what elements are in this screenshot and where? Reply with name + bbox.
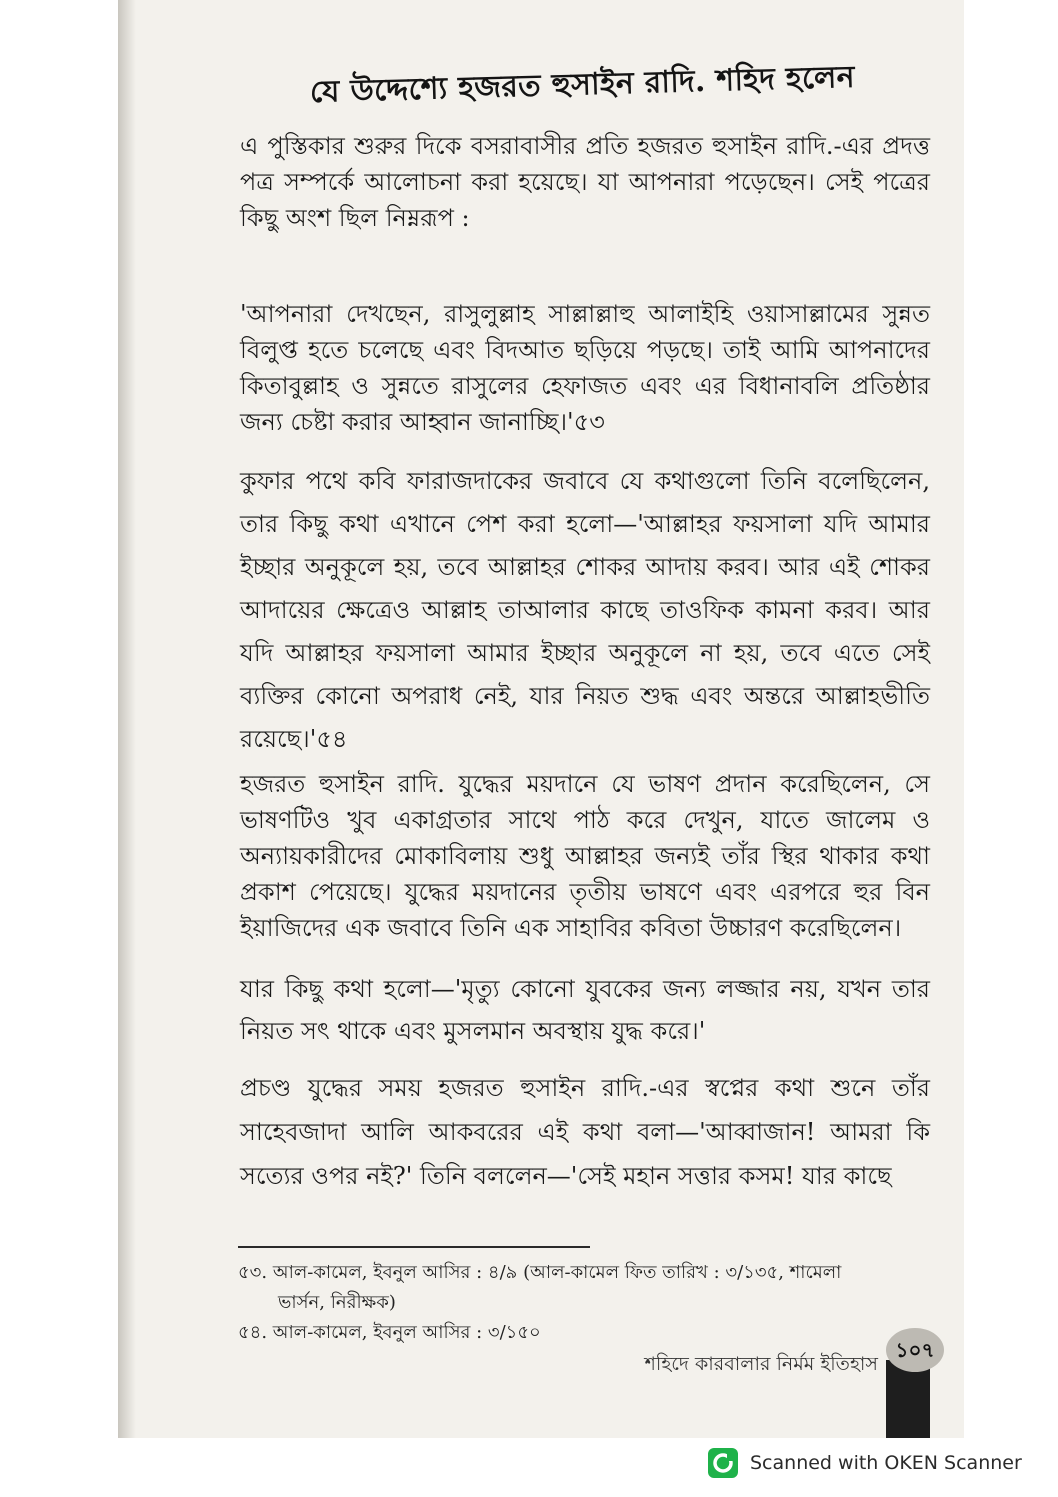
page-heading: যে উদ্দেশ্যে হজরত হুসাইন রাদি. শহিদ হলেন (309, 59, 856, 110)
running-footer-title: শহিদে কারবালার নির্মম ইতিহাস (644, 1353, 878, 1375)
footnotes (238, 1258, 928, 1348)
paragraph-2: 'আপনারা দেখছেন, রাসুলুল্লাহ সাল্লাল্লাহু আলাইহি ওয়াসাল্লামের সুন্নত বিলুপ্ত হতে চলেছে এবং বিদআত ছড়িয়ে পড়ছে। তাই আমি আপনাদের কিতাবুল্লাহ ও সুন্নতে রাসুলের হেফাজত এবং এর বিধানাবলি প্রতিষ্ঠার জন্য চেষ্টা করার আহ্বান জানাচ্ছি।'৫৩ (240, 300, 930, 436)
paragraph-1: এ পুস্তিকার শুরুর দিকে বসরাবাসীর প্রতি হজরত হুসাইন রাদি.-এর প্রদত্ত পত্র সম্পর্কে আলোচনা করা হয়েছে। যা আপনারা পড়েছেন। সেই পত্রের কিছু অংশ ছিল নিম্নরূপ : (240, 132, 930, 232)
book-page (118, 0, 964, 1438)
page-gutter-shadow (118, 0, 136, 1438)
paragraph-6: প্রচণ্ড যুদ্ধের সময় হজরত হুসাইন রাদি.-এর স্বপ্নের কথা শুনে তাঁর সাহেবজাদা আলি আকবরের এই কথা বলা—'আব্বাজান! আমরা কি সত্যের ওপর নই?' তিনি বললেন—'সেই মহান সত্তার কসম! যার কাছে (240, 1074, 930, 1190)
book-spine-shadow (886, 1360, 930, 1438)
paragraph-4: হজরত হুসাইন রাদি. যুদ্ধের ময়দানে যে ভাষণ প্রদান করেছিলেন, সে ভাষণটিও খুব একাগ্রতার সাথে পাঠ করে দেখুন, যাতে জালেম ও অন্যায়কারীদের মোকাবিলায় শুধু আল্লাহর জন্যই তাঁর স্থির থাকার কথা প্রকাশ পেয়েছে। যুদ্ধের ময়দানের তৃতীয় ভাষণে এবং এরপরে হুর বিন ইয়াজিদের এক জবাবে তিনি এক সাহাবির কবিতা উচ্চারণ করেছিলেন। (240, 770, 930, 942)
footnote-53: ৫৩. আল-কামেল, ইবনুল আসির : ৪/৯ (আল-কামেল ফিত তারিখ : ৩/১৩৫, শামেলা (238, 1262, 842, 1283)
scanner-label: Scanned with OKEN Scanner (750, 1452, 1022, 1474)
scan-margin (0, 0, 118, 1438)
footnote-53-continued: ভার্সন, নিরীক্ষক) (278, 1292, 396, 1313)
paragraph-5: যার কিছু কথা হলো—'মৃত্যু কোনো যুবকের জন্য লজ্জার নয়, যখন তার নিয়ত সৎ থাকে এবং মুসলমান অবস্থায় যুদ্ধ করে।' (240, 975, 930, 1045)
footnote-54: ৫৪. আল-কামেল, ইবনুল আসির : ৩/১৫০ (238, 1322, 541, 1343)
footnote-divider (238, 1246, 590, 1248)
page-number: ১০৭ (886, 1328, 944, 1372)
oken-scanner-logo-icon (708, 1448, 738, 1478)
scanner-watermark (708, 1448, 1022, 1478)
paragraph-3: কুফার পথে কবি ফারাজদাকের জবাবে যে কথাগুলো তিনি বলেছিলেন, তার কিছু কথা এখানে পেশ করা হলো—'আল্লাহর ফয়সালা যদি আমার ইচ্ছার অনুকূলে হয়, তবে আল্লাহর শোকর আদায় করব। আর এই শোকর আদায়ের ক্ষেত্রেও আল্লাহ তাআলার কাছে তাওফিক কামনা করব। আর যদি আল্লাহর ফয়সালা আমার ইচ্ছার অনুকূলে না হয়, তবে এতে সেই ব্যক্তির কোনো অপরাধ নেই, যার নিয়ত শুদ্ধ এবং অন্তরে আল্লাহভীতি রয়েছে।'৫৪ (240, 467, 930, 753)
